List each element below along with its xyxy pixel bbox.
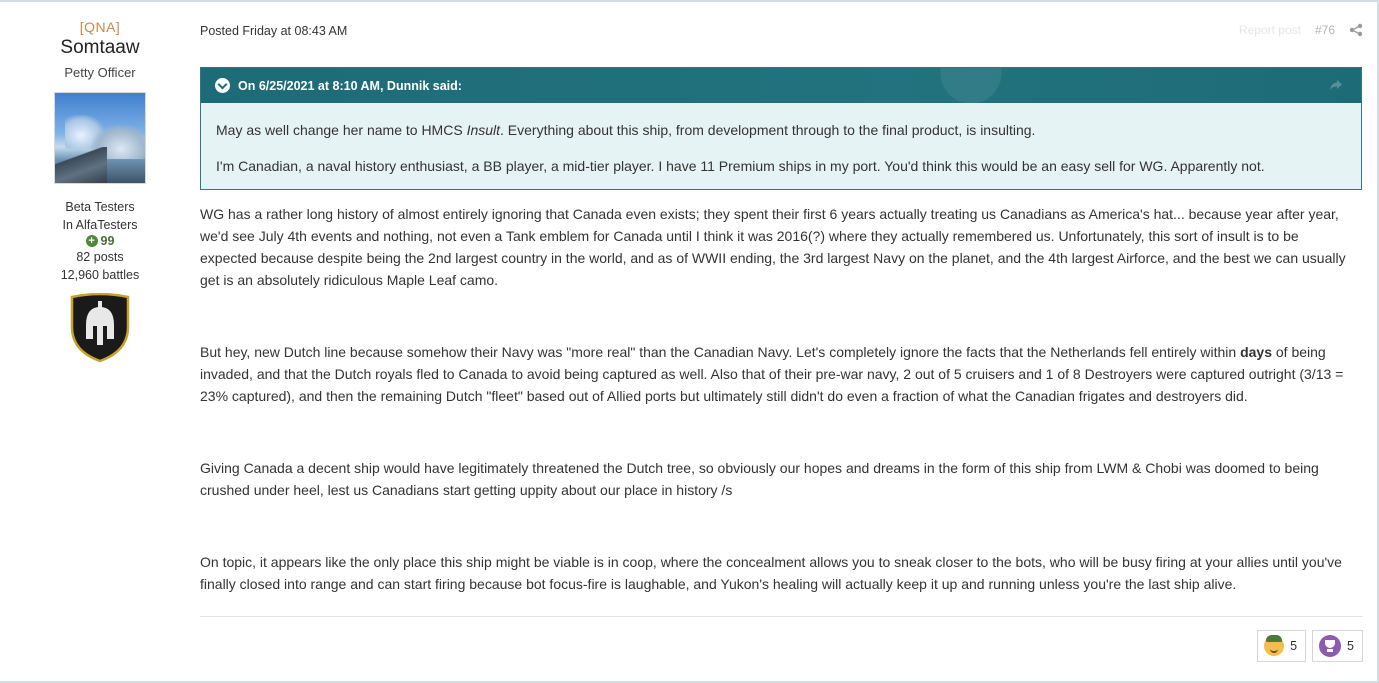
quote-content (201, 103, 1361, 176)
share-icon[interactable] (1349, 23, 1363, 37)
plus-circle-icon: + (86, 235, 98, 247)
reaction-cool[interactable] (1257, 630, 1306, 662)
report-post-link[interactable]: Report post (1238, 23, 1301, 37)
reputation (0, 234, 200, 248)
quote-citation: On 6/25/2021 at 8:10 AM, Dunnik said: (238, 78, 462, 93)
reactions-bar (1257, 630, 1363, 662)
author-name[interactable]: Somtaaw (60, 37, 140, 58)
post-number-link[interactable]: #76 (1314, 23, 1335, 37)
post-paragraph: But hey, new Dutch line because somehow their Navy was "more real" than the Canadian Navy. Let's completely ignore the facts that the Netherlands fell entirely within days of being invaded, and that the Dutch royals fled to Canada to avoid being captured as well. Also that of their pre-war navy, 2 out of 5 cruisers and 1 of 8 Destroyers were captured outright (3/13 = 23% captured), and then the remaining Dutch "fleet" based out of Allied ports but ultimately still didn't do even a fraction of what the Canadian frigates and destroyers did. (200, 344, 1344, 404)
quote-paragraph: I'm Canadian, a naval history enthusiast, a BB player, a mid-tier player. I have 11 Premium ships in my port. You'd think this would be an easy sell for WG. Apparently not. (216, 158, 1265, 174)
cool-face-icon (1264, 636, 1284, 656)
quote-block (200, 67, 1362, 190)
battle-count: 12,960 battles (60, 268, 140, 282)
reaction-count: 5 (1290, 639, 1298, 653)
reaction-count: 5 (1347, 639, 1354, 653)
reaction-trophy[interactable] (1312, 630, 1363, 662)
post-paragraph: WG has a rather long history of almost entirely ignoring that Canada even exists; they spent their first 6 years actually treating us Canadians as America's hat... because year after year, we'd see July 4th events and nothing, not even a Tank emblem for Canada until I think it was 2016(?) where they actually remembered us. Unfortunately, this sort of insult is to be expected because despite being the 2nd largest country in the world, and as of WWII ending, the 3rd largest Navy on the planet, and the 4th largest Airforce, and the best we can usually get is an absolutely ridiculous Maple Leaf camo. (200, 206, 1346, 288)
group-alfa-testers: In AlfaTesters (62, 218, 138, 232)
post-tools (1239, 23, 1363, 37)
author-group-tag[interactable]: [QNA] (79, 19, 121, 35)
author-groups (0, 198, 200, 234)
share-arrow-icon[interactable] (1329, 78, 1343, 92)
post-content (200, 203, 1350, 595)
avatar[interactable] (54, 92, 146, 184)
group-beta-testers: Beta Testers (65, 200, 135, 214)
quote-paragraph: May as well change her name to HMCS Insult. Everything about this ship, from development through to the final product, is insulting. (216, 122, 1036, 138)
post-divider (200, 616, 1363, 617)
author-panel (0, 2, 200, 363)
post-paragraph: Giving Canada a decent ship would have legitimately threatened the Dutch tree, so obviously our hopes and dreams in the form of this ship from LWM & Chobi was doomed to being crushed under heel, lest us Canadians start getting uppity about our place in history /s (200, 460, 1319, 498)
reputation-count: 99 (100, 234, 115, 248)
chevron-down-icon[interactable] (215, 78, 230, 93)
post-paragraph: On topic, it appears like the only place this ship might be viable is in coop, where the concealment allows you to sneak closer to the bots, who will be busy firing at your allies until you've finally closed into range and can start firing because bot focus-fire is laughable, and Yukon's healing will actually keep it up and running unless you're the last ship alive. (200, 554, 1342, 592)
post-count: 82 posts (76, 250, 124, 264)
author-rank: Petty Officer (64, 65, 136, 80)
post-timestamp[interactable]: Posted Friday at 08:43 AM (200, 24, 348, 38)
trophy-icon (1319, 635, 1341, 657)
spartan-helmet-badge-icon (69, 293, 131, 363)
quote-header[interactable] (201, 68, 1361, 103)
